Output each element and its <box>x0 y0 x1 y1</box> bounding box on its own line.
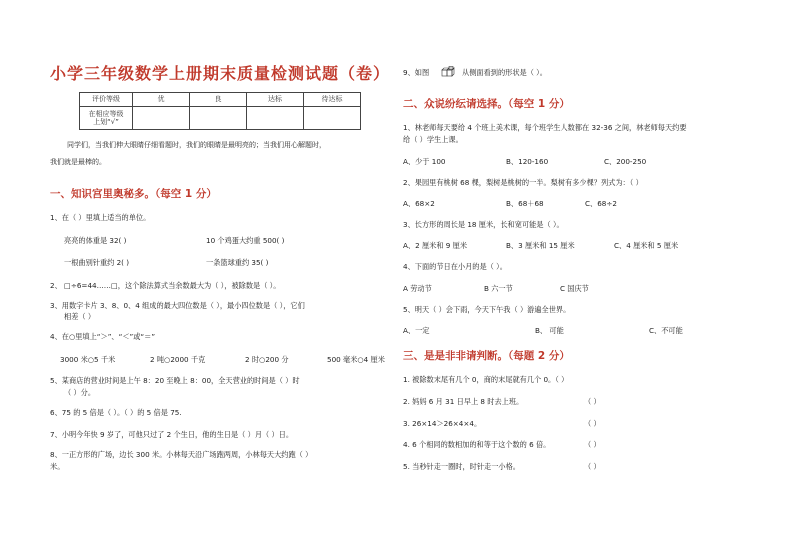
question-1: 1、在（ ）里填上适当的单位。 <box>50 213 151 222</box>
choice-question-5: 5、明天（ ）会下雨，今天下午我（ ）游遍全世界。 <box>403 305 571 314</box>
choice-option[interactable]: B、68＋68 <box>506 199 544 208</box>
choice-option[interactable]: A、一定 <box>403 326 430 335</box>
question-4-item: 2 时○200 分 <box>245 355 289 364</box>
intro-line-2: 我们就是最棒的。 <box>50 158 106 166</box>
grade-cell-good[interactable] <box>190 107 247 130</box>
section-1-title: 一、知识宫里奥秘多。（每空 1 分） <box>50 188 217 200</box>
intro-line-1: 同学们，当我们伸大眼睛仔细看题时，我们的眼睛是最明亮的；当我们用心解题时， <box>67 141 326 149</box>
grade-table <box>79 92 361 130</box>
choice-question-2: 2、果园里有桃树 68 棵，梨树是桃树的一半。梨树有多少棵？列式为：（ ） <box>403 178 643 187</box>
choice-option[interactable]: B、3 厘米和 15 厘米 <box>506 241 575 250</box>
choice-question-3: 3、长方形的周长是 18 厘米，长和宽可能是（ ）。 <box>403 220 564 229</box>
choice-question-1-line-2: 给（ ）学生上课。 <box>403 135 463 144</box>
judge-answer-blank[interactable]: （ ） <box>584 397 601 406</box>
choice-option[interactable]: A、少于 100 <box>403 157 446 166</box>
section-2-title: 二、众说纷纭请选择。（每空 1 分） <box>403 98 570 110</box>
judge-answer-blank[interactable]: （ ） <box>584 462 601 471</box>
choice-option[interactable]: C、200-250 <box>604 157 647 166</box>
choice-option[interactable]: B、 可能 <box>535 326 564 335</box>
judge-answer-blank[interactable]: （ ） <box>584 419 601 428</box>
choice-option[interactable]: A、68×2 <box>403 199 435 208</box>
question-2: 2、 □÷6=44……□，这个除法算式当余数最大为（ ），被除数是（ ）。 <box>50 281 281 290</box>
question-5-line-2: （ ）分。 <box>64 388 96 397</box>
choice-question-4: 4、下面的节日在小月的是（ ）。 <box>403 262 507 271</box>
grade-cell-pass[interactable] <box>247 107 304 130</box>
grade-header-cell: 评价等级 <box>80 93 133 107</box>
grade-header-cell: 待达标 <box>304 93 361 107</box>
question-3-line-2: 相差（ ） <box>64 312 96 321</box>
grade-header-cell: 优 <box>133 93 190 107</box>
question-7: 7、小明今年快 9 岁了，可他只过了 2 个生日，他的生日是（ ）月（ ）日。 <box>50 430 294 439</box>
question-9-tail: 从侧面看到的形状是（ ）。 <box>462 68 547 77</box>
judge-question-4: 4. 6 个相同的数相加的和等于这个数的 6 倍。 <box>403 440 551 449</box>
choice-option[interactable]: B 六一节 <box>484 284 513 293</box>
question-4-item: 2 吨○2000 千克 <box>150 355 206 364</box>
question-1-item: 10 个鸡蛋大约重 500( ) <box>206 236 285 245</box>
judge-question-2: 2. 妈妈 6 月 31 日早上 8 时去上班。 <box>403 397 524 406</box>
grade-cell-needs-work[interactable] <box>304 107 361 130</box>
grade-header-cell: 达标 <box>247 93 304 107</box>
section-3-title: 三、是是非非请判断。（每题 2 分） <box>403 350 570 362</box>
question-8-line-1: 8、一正方形的广场，边长 300 米。小林每天沿广场跑两周，小林每天大约跑（ ） <box>50 450 313 459</box>
grade-cell-excellent[interactable] <box>133 107 190 130</box>
choice-option[interactable]: B、120-160 <box>506 157 549 166</box>
choice-question-1-line-1: 1、林老师每天要给 4 个班上美术课，每个班学生人数都在 32-36 之间，林老师每天约要 <box>403 123 687 132</box>
choice-option[interactable]: C、不可能 <box>649 326 683 335</box>
choice-option[interactable]: C、4 厘米和 5 厘米 <box>614 241 679 250</box>
question-9: 9、如图 <box>403 68 430 77</box>
choice-option[interactable]: C、68÷2 <box>585 199 617 208</box>
question-4-item: 500 毫米○4 厘米 <box>327 355 385 364</box>
question-3-line-1: 3、用数字卡片 3、8、0、4 组成的最大四位数是（ ），最小四位数是（ ），它们 <box>50 301 305 310</box>
question-4-item: 3000 米○5 千米 <box>60 355 116 364</box>
judge-answer-blank[interactable]: （ ） <box>584 440 601 449</box>
grade-header-cell: 良 <box>190 93 247 107</box>
grade-row-label: 在相应等级 上划“√” <box>80 107 133 130</box>
judge-question-1: 1. 被除数末尾有几个 0，商的末尾就有几个 0。（ ） <box>403 375 569 384</box>
choice-option[interactable]: C 国庆节 <box>560 284 589 293</box>
question-1-item: 一条篮球重约 35( ) <box>206 258 269 267</box>
question-4: 4、在○里填上“＞”、“＜”或“＝” <box>50 332 156 341</box>
judge-question-3: 3. 26×14＞26×4×4。 <box>403 419 482 428</box>
page-title: 小学三年级数学上册期末质量检测试题（卷） <box>50 64 391 83</box>
question-8-line-2: 米。 <box>50 462 65 471</box>
cube-stack-icon <box>441 66 458 77</box>
question-1-item: 亮亮的体重是 32( ) <box>64 236 127 245</box>
choice-option[interactable]: A、2 厘米和 9 厘米 <box>403 241 468 250</box>
question-5-line-1: 5、某商店的营业时间是上午 8：20 至晚上 8：00，全天营业的时间是（ ）时 <box>50 376 300 385</box>
question-1-item: 一根曲别针重约 2( ) <box>64 258 130 267</box>
question-6: 6、75 的 5 倍是（ ）。（ ）的 5 倍是 75. <box>50 408 182 417</box>
choice-option[interactable]: A 劳动节 <box>403 284 432 293</box>
judge-question-5: 5. 当秒针走一圈时，时针走一小格。 <box>403 462 520 471</box>
